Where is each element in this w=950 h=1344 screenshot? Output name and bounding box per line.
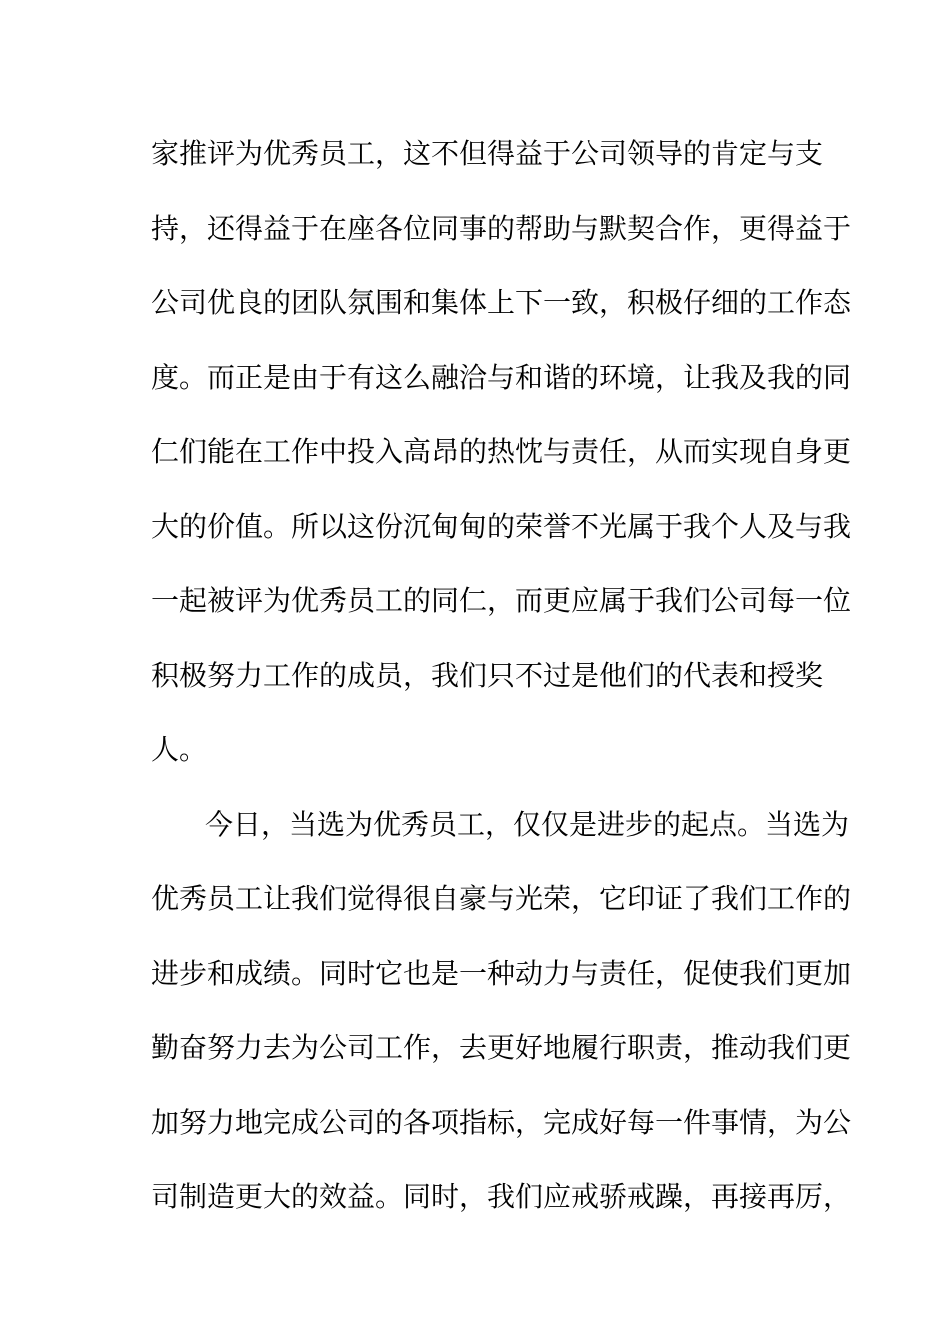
paragraph-line: 优秀员工让我们觉得很自豪与光荣，它印证了我们工作的 [151, 882, 852, 915]
paragraph-line: 仁们能在工作中投入高昂的热忱与责任，从而实现自身更 [151, 435, 852, 468]
paragraph-line: 家推评为优秀员工，这不但得益于公司领导的肯定与支 [151, 137, 824, 170]
paragraph-line: 勤奋努力去为公司工作，去更好地履行职责，推动我们更 [151, 1031, 852, 1064]
paragraph-first-line: 今日，当选为优秀员工，仅仅是进步的起点。当选为 [205, 808, 850, 841]
paragraph-line: 人。 [151, 733, 208, 766]
paragraph-line: 持，还得益于在座各位同事的帮助与默契合作，更得益于 [151, 212, 852, 245]
paragraph-line: 司制造更大的效益。同时，我们应戒骄戒躁，再接再厉， [151, 1180, 852, 1213]
paragraph-line: 度。而正是由于有这么融洽与和谐的环境，让我及我的同 [151, 361, 852, 394]
paragraph-line: 大的价值。所以这份沉甸甸的荣誉不光属于我个人及与我 [151, 510, 852, 543]
paragraph-line: 加努力地完成公司的各项指标，完成好每一件事情，为公 [151, 1106, 852, 1139]
paragraph-line: 一起被评为优秀员工的同仁，而更应属于我们公司每一位 [151, 584, 852, 617]
paragraph-line: 积极努力工作的成员，我们只不过是他们的代表和授奖 [151, 659, 824, 692]
paragraph-line: 公司优良的团队氛围和集体上下一致，积极仔细的工作态 [151, 286, 852, 319]
paragraph-line: 进步和成绩。同时它也是一种动力与责任，促使我们更加 [151, 957, 852, 990]
